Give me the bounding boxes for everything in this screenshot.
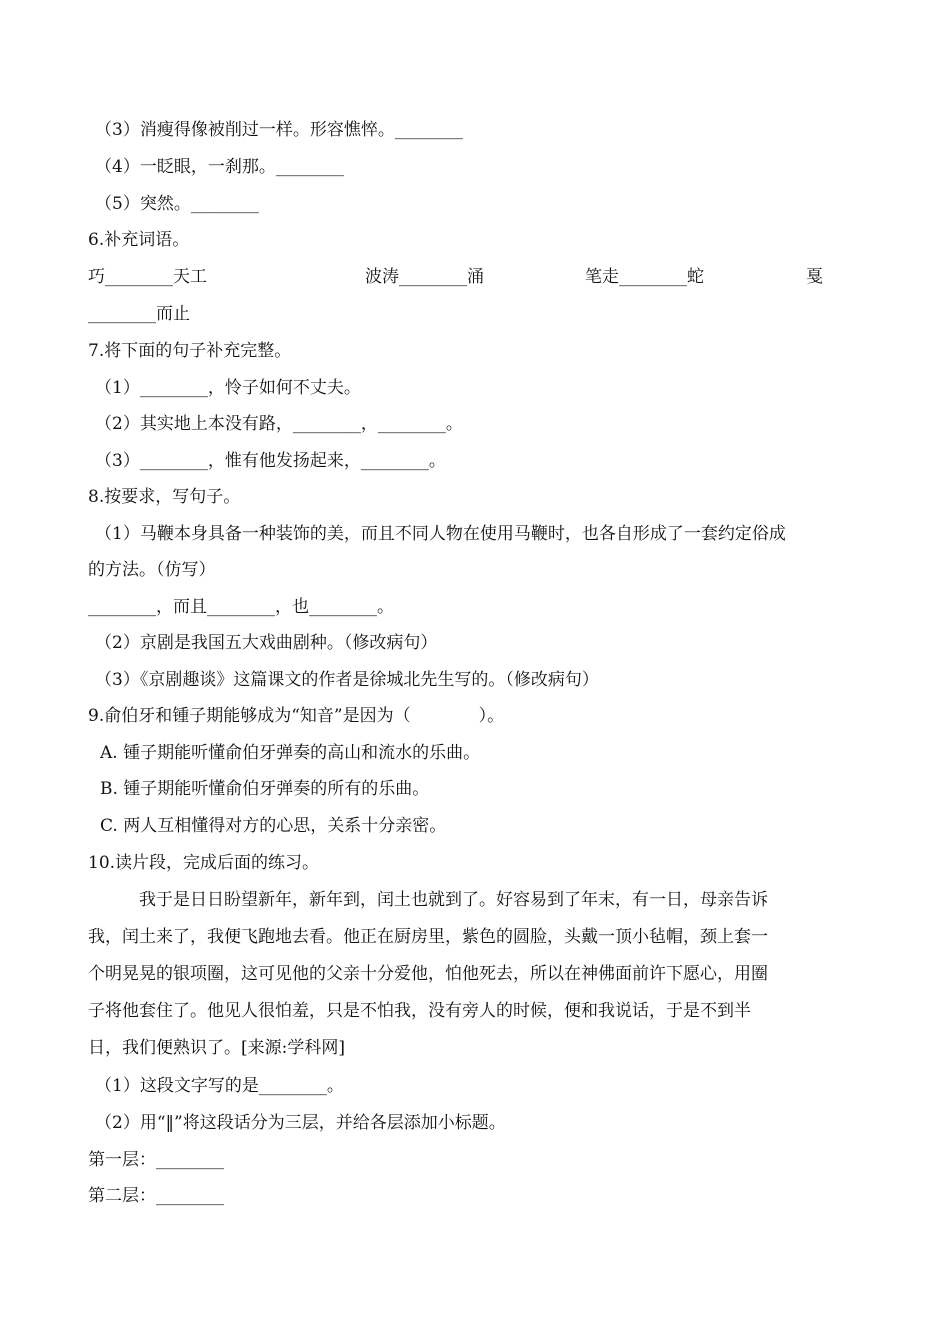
q8-item-2: （2）京剧是我国五大戏曲剧种。（修改病句） — [95, 633, 438, 653]
q8-item-1-line-1: （1）马鞭本身具备一种装饰的美，而且不同人物在使用马鞭时，也各自形成了一套约定俗成 — [95, 524, 786, 544]
q6-word-3: 笔走________蛇 — [585, 267, 704, 287]
q9-title: 9.俞伯牙和锺子期能够成为“知音”是因为（ ）。 — [88, 706, 505, 726]
q7-item-1: （1）________，怜子如何不丈夫。 — [95, 378, 361, 398]
q10-title: 10.读片段，完成后面的练习。 — [88, 853, 320, 873]
q6-word-2: 波涛________涌 — [365, 267, 484, 287]
q10-passage-line-3: 个明晃晃的银项圈，这可见他的父亲十分爱他，怕他死去，所以在神佛面前许下愿心，用圈 — [88, 964, 768, 984]
q7-item-3: （3）________，惟有他发扬起来，________。 — [95, 451, 446, 471]
q6-title: 6.补充词语。 — [88, 230, 190, 250]
q6-word-4-cont: ________而止 — [88, 304, 190, 324]
q6-word-4: 戛 — [806, 267, 823, 287]
q10-passage-line-1: 我于是日日盼望新年，新年到，闰土也就到了。好容易到了年末，有一日，母亲告诉 — [88, 890, 768, 910]
q8-item-3: （3）《京剧趣谈》这篇课文的作者是徐城北先生写的。（修改病句） — [95, 670, 599, 690]
q7-item-2: （2）其实地上本没有路，________，________。 — [95, 414, 463, 434]
q9-option-c: C. 两人互相懂得对方的心思，关系十分亲密。 — [100, 816, 447, 836]
q5-item-4: （4）一眨眼，一刹那。________ — [95, 157, 344, 177]
q10-layer-2: 第二层：________ — [88, 1186, 224, 1206]
q10-item-1: （1）这段文字写的是________。 — [95, 1076, 344, 1096]
q10-passage-line-2: 我，闰土来了，我便飞跑地去看。他正在厨房里，紫色的圆脸，头戴一顶小毡帽，颈上套一 — [88, 927, 768, 947]
q10-item-2: （2）用“‖”将这段话分为三层，并给各层添加小标题。 — [95, 1113, 506, 1133]
q9-option-b: B. 锺子期能听懂俞伯牙弹奏的所有的乐曲。 — [100, 779, 430, 799]
q6-word-1: 巧________天工 — [88, 267, 207, 287]
q8-item-1-blank: ________，而且________，也________。 — [88, 597, 394, 617]
q5-item-3: （3）消瘦得像被削过一样。形容憔悴。________ — [95, 120, 463, 140]
q10-passage-line-5: 日，我们便熟识了。[来源:学科网] — [88, 1038, 345, 1058]
q8-item-1-line-2: 的方法。（仿写） — [88, 560, 216, 580]
q10-passage-line-4: 子将他套住了。他见人很怕羞，只是不怕我，没有旁人的时候，便和我说话，于是不到半 — [88, 1001, 751, 1021]
q5-item-5: （5）突然。________ — [95, 194, 259, 214]
q9-option-a: A. 锺子期能听懂俞伯牙弹奏的高山和流水的乐曲。 — [100, 743, 481, 763]
q8-title: 8.按要求，写句子。 — [88, 487, 241, 507]
q10-layer-1: 第一层：________ — [88, 1150, 224, 1170]
q7-title: 7.将下面的句子补充完整。 — [88, 341, 292, 361]
